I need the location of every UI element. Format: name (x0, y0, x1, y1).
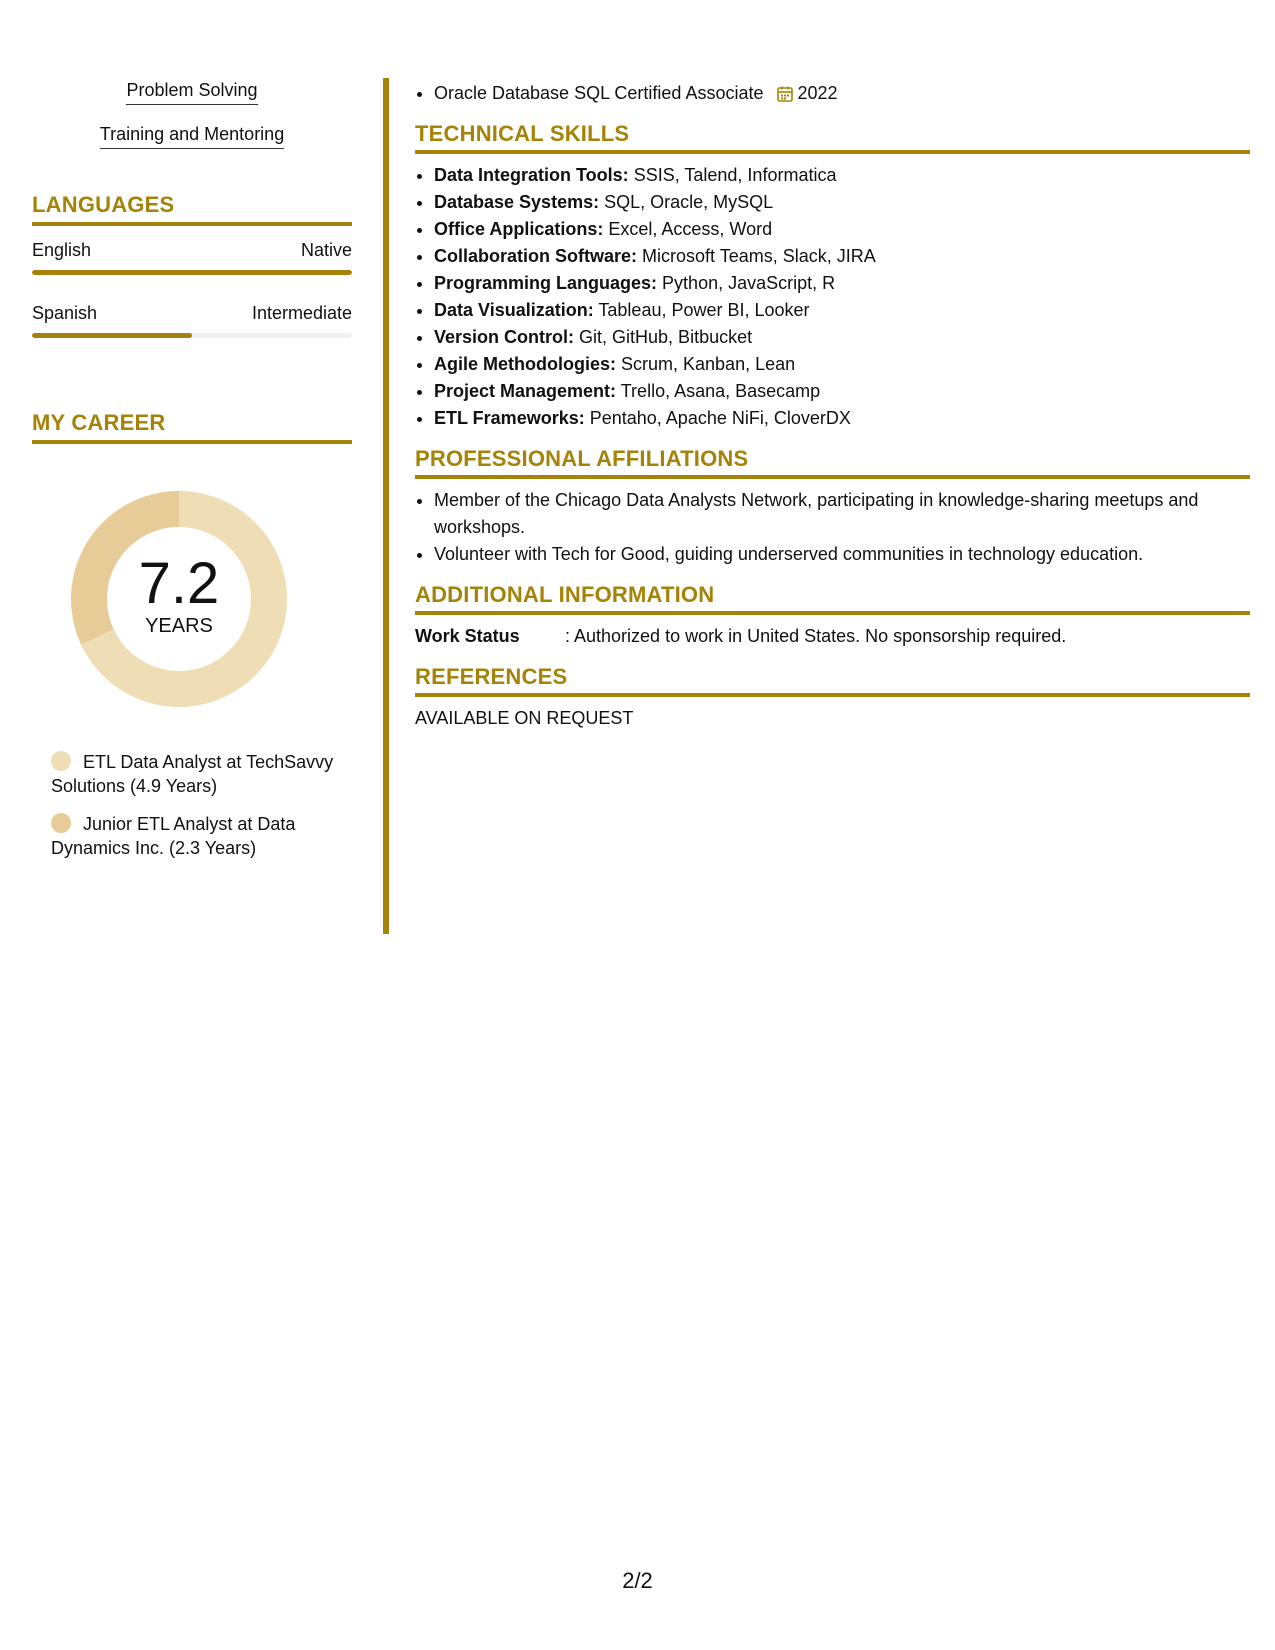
skill-item: Problem Solving (126, 78, 257, 105)
legend-text: ETL Data Analyst at TechSavvy Solutions (4.9 Years) (51, 752, 334, 796)
skill-label: Programming Languages: (434, 273, 658, 293)
additional-info-title: ADDITIONAL INFORMATION (415, 582, 1250, 615)
skill-label: Agile Methodologies: (434, 354, 616, 374)
language-spanish (32, 301, 352, 338)
certification-list (415, 80, 1250, 107)
calendar-icon (776, 85, 794, 103)
skill-label: Database Systems: (434, 192, 600, 212)
skill-label: Version Control: (434, 327, 575, 347)
career-donut-chart (64, 484, 294, 714)
list-item (434, 351, 1250, 378)
list-item (434, 216, 1250, 243)
legend-dot-icon (51, 813, 71, 833)
references-text: AVAILABLE ON REQUEST (415, 708, 634, 728)
list-item (434, 378, 1250, 405)
skill-value: SSIS, Talend, Informatica (633, 165, 837, 185)
list-item: • Member of the Chicago Data Analysts Network, participating in knowledge-sharing meetups and workshops. (434, 487, 1250, 541)
certification-item (434, 80, 1250, 107)
work-status-value: : Authorized to work in United States. No sponsorship required. (565, 626, 1067, 646)
language-bar-fill (32, 333, 192, 338)
skill-value: Microsoft Teams, Slack, JIRA (642, 246, 876, 266)
work-status-row (415, 623, 1250, 650)
technical-skills-list (415, 162, 1250, 432)
language-level: Intermediate (251, 303, 352, 323)
affiliations-list (415, 487, 1250, 568)
skill-label: Office Applications: (434, 219, 604, 239)
legend-item (51, 750, 336, 798)
affiliations-title: PROFESSIONAL AFFILIATIONS (415, 446, 1250, 479)
skill-list (32, 78, 352, 166)
skill-label: Data Visualization: (434, 300, 594, 320)
certification-date (776, 80, 838, 107)
skill-value: Tableau, Power BI, Looker (598, 300, 810, 320)
language-name: Spanish (32, 303, 98, 323)
language-bar (32, 333, 352, 338)
language-bar (32, 270, 352, 275)
work-status-label: Work Status (415, 626, 520, 646)
certification-name: • Oracle Database SQL Certified Associate (434, 83, 764, 103)
list-item (434, 297, 1250, 324)
left-column (32, 78, 352, 874)
certification-year: 2022 (797, 83, 838, 103)
skill-value: Trello, Asana, Basecamp (620, 381, 821, 401)
list-item (434, 405, 1250, 432)
skill-value: Pentaho, Apache NiFi, CloverDX (589, 408, 851, 428)
column-divider (383, 78, 389, 934)
skill-value: Git, GitHub, Bitbucket (579, 327, 753, 347)
technical-skills-title: TECHNICAL SKILLS (415, 121, 1250, 154)
list-item (434, 270, 1250, 297)
skill-value: Excel, Access, Word (608, 219, 773, 239)
career-title: MY CAREER (32, 410, 352, 444)
references-title: REFERENCES (415, 664, 1250, 697)
right-column (415, 80, 1250, 732)
list-item (434, 162, 1250, 189)
career-center (64, 484, 294, 714)
language-name: English (32, 240, 92, 260)
skill-label: ETL Frameworks: (434, 408, 585, 428)
skill-item: Training and Mentoring (100, 122, 284, 149)
skill-value: Scrum, Kanban, Lean (621, 354, 796, 374)
skill-label: Collaboration Software: (434, 246, 638, 266)
language-bar-fill (32, 270, 352, 275)
list-item (434, 324, 1250, 351)
list-item (434, 243, 1250, 270)
page-number: 2/2 (622, 1568, 653, 1593)
career-total: 7.2 (138, 551, 220, 616)
legend-text: Junior ETL Analyst at Data Dynamics Inc. (2.3 Years) (51, 814, 296, 858)
skill-value: Python, JavaScript, R (662, 273, 836, 293)
list-item: • Volunteer with Tech for Good, guiding underserved communities in technology education. (434, 541, 1250, 568)
languages-title: LANGUAGES (32, 192, 352, 226)
language-english (32, 238, 352, 275)
language-level: Native (300, 240, 352, 260)
career-unit: YEARS (145, 615, 213, 637)
legend-item (51, 812, 336, 860)
skill-label: Project Management: (434, 381, 617, 401)
skill-value: SQL, Oracle, MySQL (604, 192, 774, 212)
list-item (434, 189, 1250, 216)
skill-label: Data Integration Tools: (434, 165, 629, 185)
career-legend (51, 750, 336, 860)
legend-dot-icon (51, 751, 71, 771)
